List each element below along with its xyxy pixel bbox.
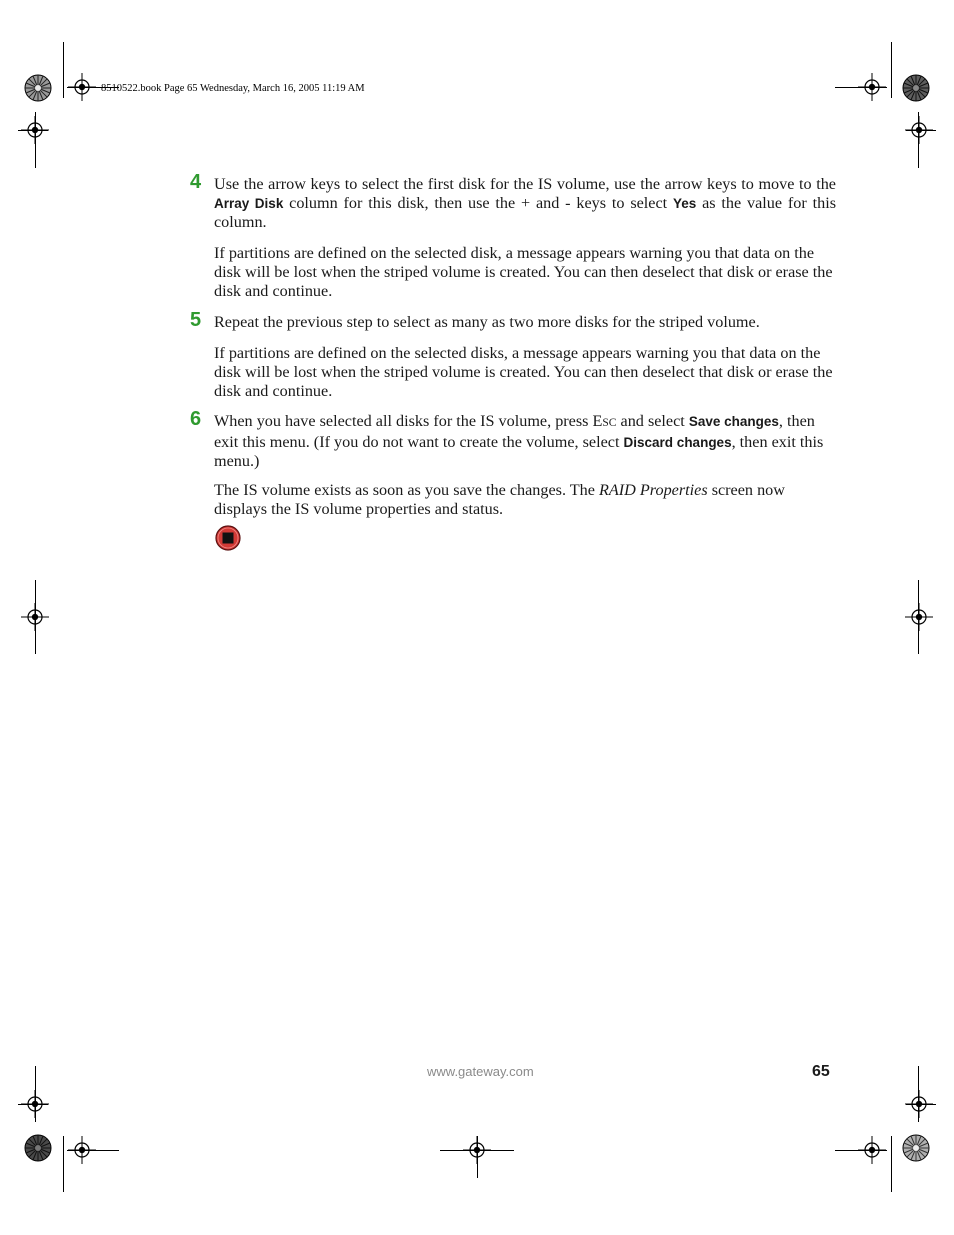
step-note bbox=[214, 481, 836, 519]
crop-mark bbox=[891, 42, 892, 98]
key-initial: E bbox=[592, 412, 603, 430]
step-number: 5 bbox=[190, 309, 202, 331]
crop-mark bbox=[63, 1136, 64, 1192]
registration-crosshair-icon bbox=[68, 73, 96, 101]
step-text-part: , then exit this menu.) bbox=[214, 433, 824, 470]
key-rest: SC bbox=[602, 417, 617, 429]
registration-crosshair-icon bbox=[463, 1136, 491, 1164]
step-number: 6 bbox=[190, 408, 202, 430]
step-number: 4 bbox=[190, 171, 202, 193]
registration-crosshair-icon bbox=[858, 1136, 886, 1164]
step-text-part: as the value for this column. bbox=[214, 194, 836, 231]
ui-term: Save changes bbox=[688, 414, 779, 429]
page-number: 65 bbox=[812, 1063, 830, 1080]
step-text-part: Use the arrow keys to select the first disk for the IS volume, use the arrow keys to move to the bbox=[214, 175, 836, 193]
note-part: The IS volume exists as soon as you save the changes. The bbox=[214, 481, 599, 499]
stop-icon bbox=[215, 525, 241, 551]
footer-url: www.gateway.com bbox=[427, 1064, 534, 1079]
print-slug: 8510522.book Page 65 Wednesday, March 16, 2005 11:19 AM bbox=[101, 83, 365, 94]
ui-term: Discard changes bbox=[623, 435, 732, 450]
registration-wheel-icon bbox=[24, 74, 52, 102]
step-text-part: and select bbox=[616, 412, 689, 430]
key-name bbox=[593, 412, 617, 430]
step-text-part: , then exit this menu. (If you do not want to create the volume, select bbox=[214, 412, 815, 451]
registration-crosshair-icon bbox=[905, 116, 933, 144]
registration-crosshair-icon bbox=[905, 603, 933, 631]
registration-crosshair-icon bbox=[21, 1090, 49, 1118]
step-text: Repeat the previous step to select as many as two more disks for the striped volume. bbox=[214, 313, 760, 331]
step-text bbox=[214, 412, 836, 471]
step-text-part: column for this disk, then use the + and - keys to select bbox=[283, 194, 673, 212]
registration-crosshair-icon bbox=[68, 1136, 96, 1164]
ui-term: Array Disk bbox=[214, 196, 284, 211]
registration-crosshair-icon bbox=[858, 73, 886, 101]
ui-term: Yes bbox=[673, 196, 697, 211]
registration-wheel-icon bbox=[902, 1134, 930, 1162]
registration-wheel-icon bbox=[902, 74, 930, 102]
step-text-part: When you have selected all disks for the IS volume, press bbox=[214, 412, 593, 430]
registration-crosshair-icon bbox=[905, 1090, 933, 1118]
registration-crosshair-icon bbox=[21, 116, 49, 144]
registration-crosshair-icon bbox=[21, 603, 49, 631]
registration-wheel-icon bbox=[24, 1134, 52, 1162]
note-part: screen now displays the IS volume properties and status. bbox=[214, 481, 785, 518]
step-note: If partitions are defined on the selected disk, a message appears warning you that data on the disk will be lost when the striped volume is created. You can then deselect that disk or erase the disk and continue. bbox=[214, 244, 833, 300]
screen-name: RAID Properties bbox=[598, 481, 708, 499]
step-text bbox=[214, 175, 836, 232]
crop-mark bbox=[63, 42, 64, 98]
step-note: If partitions are defined on the selected disks, a message appears warning you that data on the disk will be lost when the striped volume is created. You can then deselect that disk or erase the disk and continue. bbox=[214, 344, 833, 400]
crop-mark bbox=[891, 1136, 892, 1192]
